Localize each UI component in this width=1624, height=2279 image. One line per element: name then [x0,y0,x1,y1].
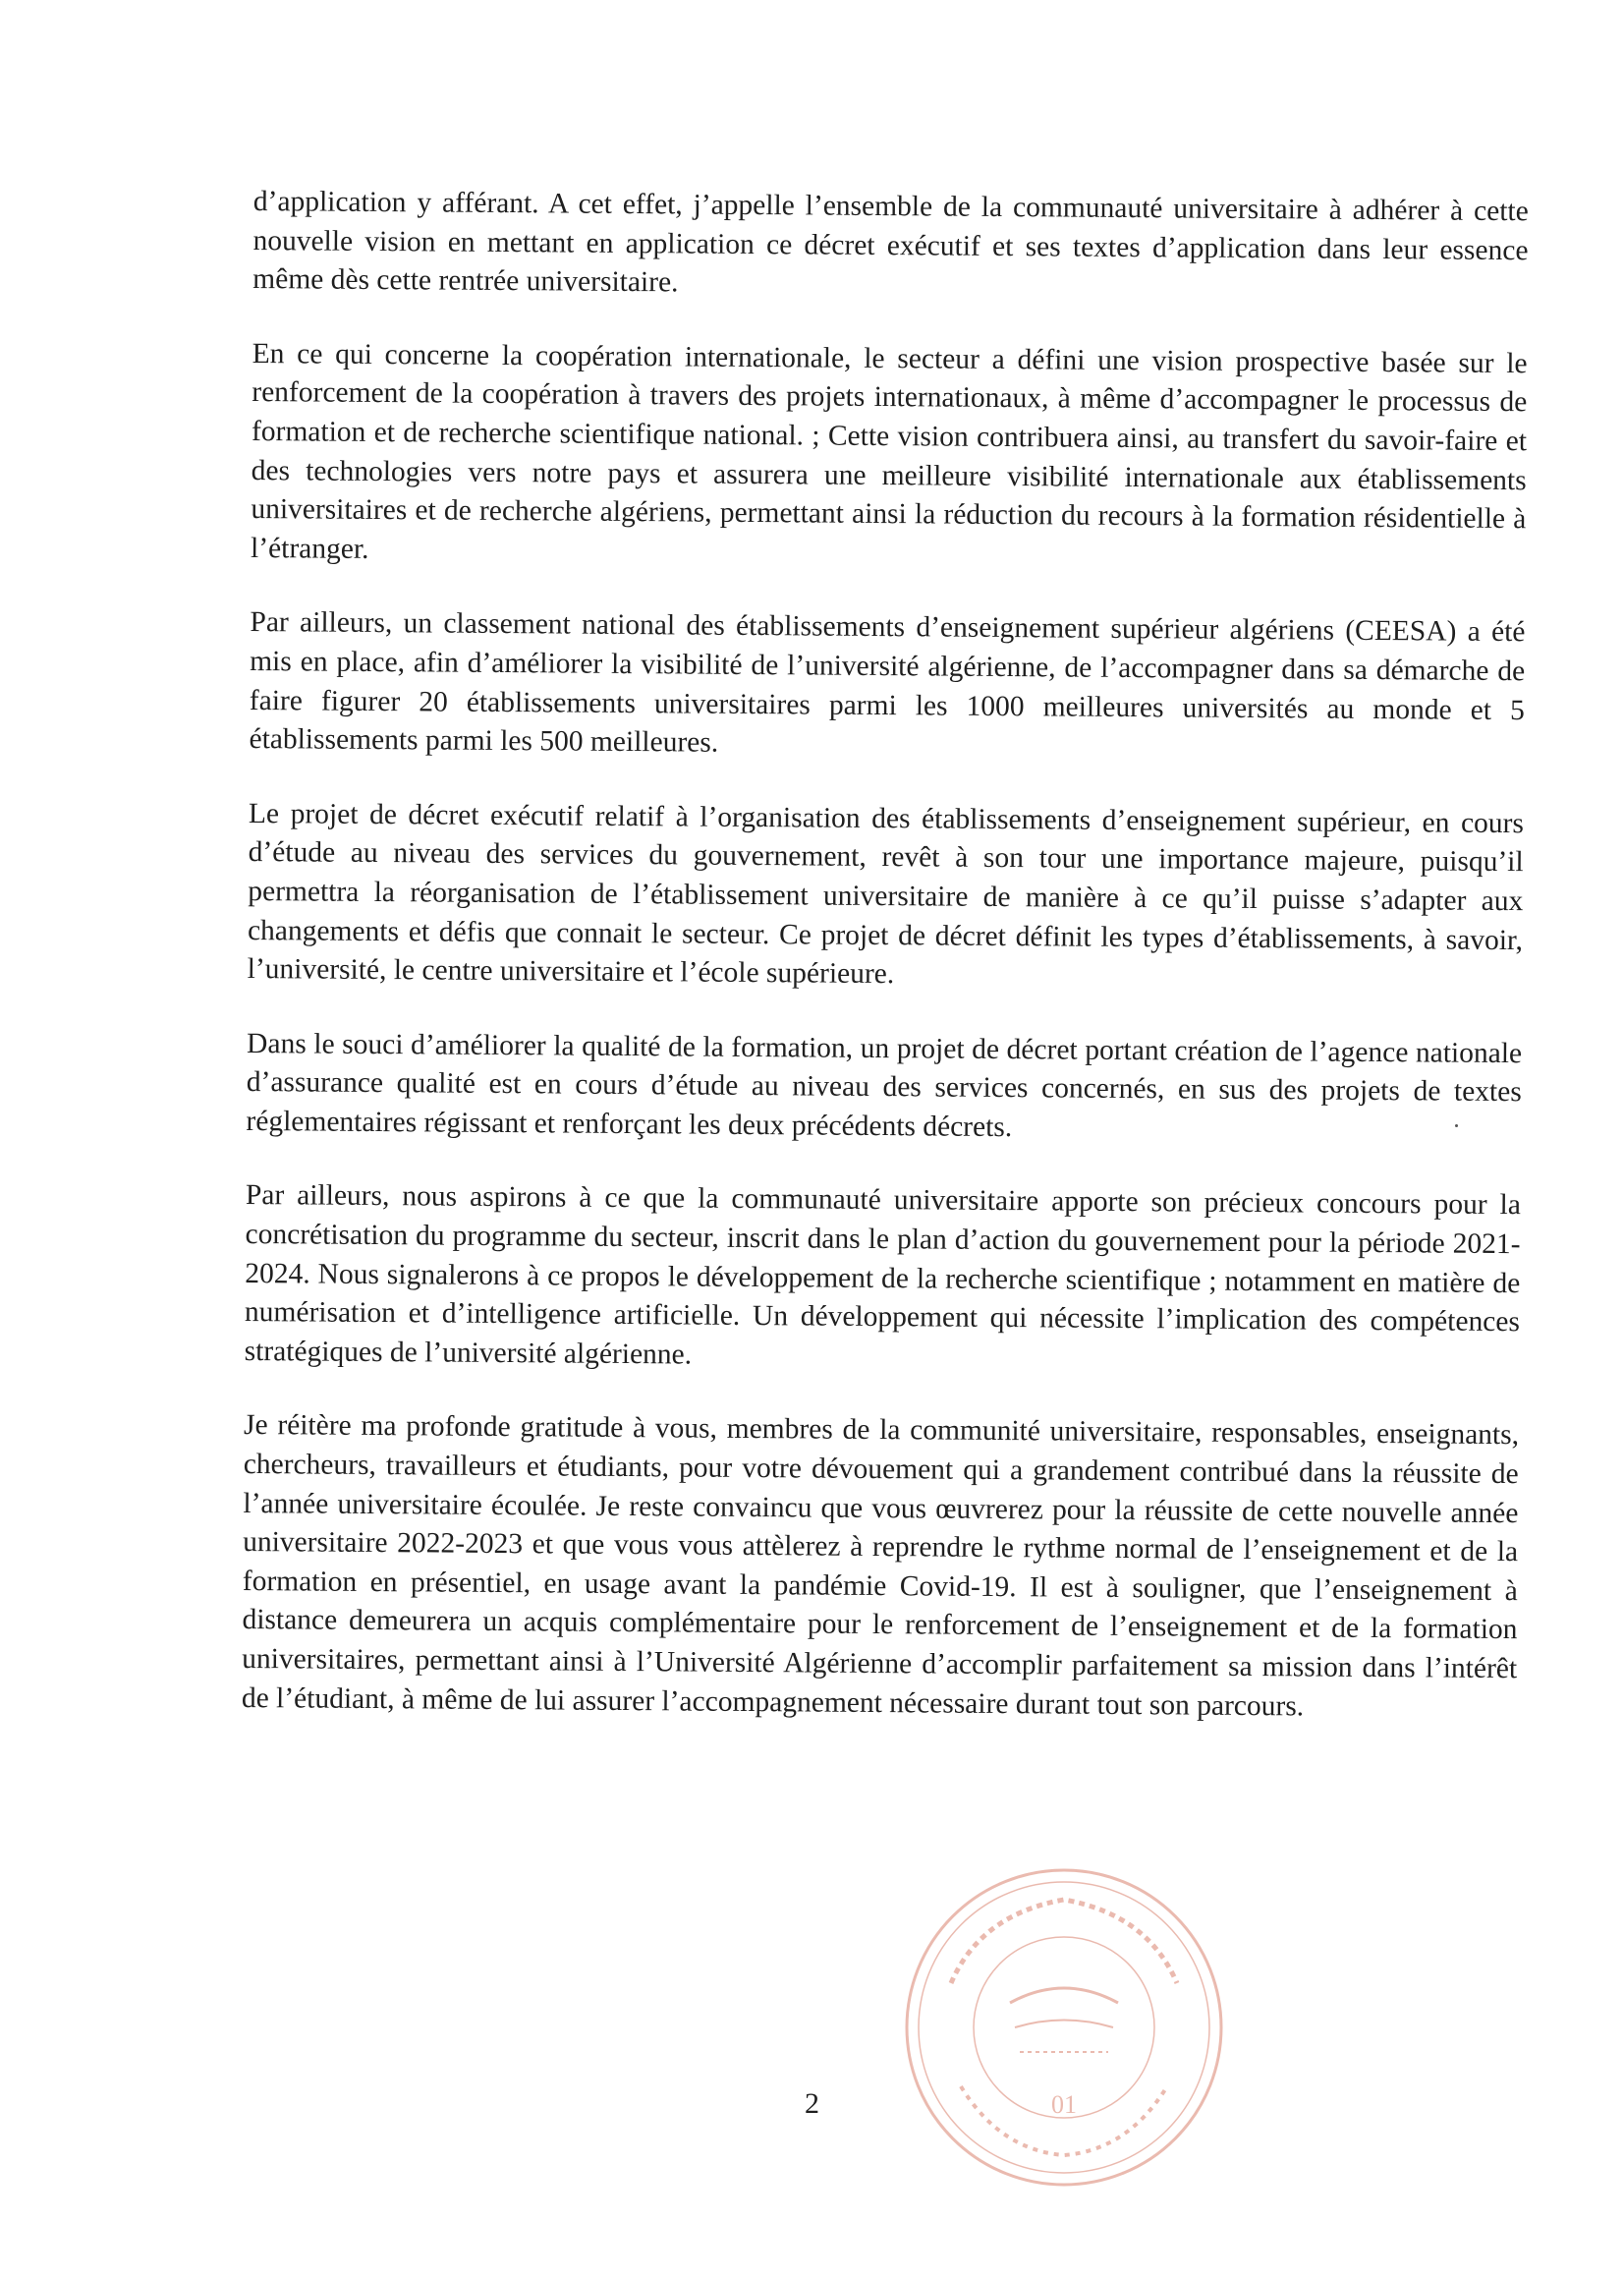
official-seal-stamp [892,1855,1236,2199]
paragraph-5: Dans le souci d’améliorer la qualité de la formation, un projet de décret portant création de l’agence nationale d’assurance qualité est en cours d’étude au niveau des services concernés, en sus des projets de textes réglementaires régissant et renforçant les deux précédents décrets. [246,1027,1523,1143]
scan-speck [1455,1124,1458,1127]
paragraph-3: Par ailleurs, un classement national des établissements d’enseignement supérieur algériens (CEESA) a été mis en place, afin d’améliorer la visibilité de l’université algérienne, de l’accompagner dans sa démarche de faire figurer 20 établissements universitaires parmi les 1000 meilleures universités au monde et 5 établissements parmi les 500 meilleures. [249,606,1526,759]
body-text [241,183,1529,1763]
stamp-number: 01 [1051,2090,1077,2119]
paragraph-1: d’application y afférant. A cet effet, j’appelle l’ensemble de la communauté universitaire à adhérer à cette nouvelle vision en mettant en application ce décret exécutif et ses textes d’application dans leur essence même dès cette rentrée universitaire. [252,185,1529,299]
paragraph-7: Je réitère ma profonde gratitude à vous, membres de la communité universitaire, responsables, enseignants, chercheurs, travailleurs et étudiants, pour votre dévouement qui a grandement contribué dans la réussite de l’année universitaire écoulée. Je reste convaincu que vous œuvrerez pour la réussite de cette nouvelle année universitaire 2022-2023 et que vous vous attèlerez à reprendre le rythme normal de l’enseignement et de la formation en présentiel, en usage avant la pandémie Covid-19. Il est à souligner, que l’enseignement à distance demeurera un acquis complémentaire pour le renforcement de l’enseignement et de la formation universitaires, permettant ainsi à l’Université Algérienne d’accomplir parfaitement sa mission dans l’intérêt de l’étudiant, à même de lui assurer l’accompagnement nécessaire durant tout son parcours. [241,1409,1520,1723]
page-number: 2 [805,2087,819,2120]
paragraph-2: En ce qui concerne la coopération internationale, le secteur a défini une vision prospective basée sur le renforcement de la coopération à travers des projets internationaux, à même d’accompagner le processus de formation et de recherche scientifique national. ; Cette vision contribuera ainsi, au transfert du savoir-faire et des technologies vers notre pays et assurera une meilleure visibilité internationale aux établissements universitaires et de recherche algériens, permettant ainsi la réduction du recours à la formation résidentielle à l’étranger. [250,337,1528,565]
paragraph-6: Par ailleurs, nous aspirons à ce que la communauté universitaire apporte son précieux concours pour la concrétisation du programme du secteur, inscrit dans le plan d’action du gouvernement pour la période 2021-2024. Nous signalerons à ce propos le développement de la recherche scientifique ; notamment en matière de numérisation et d’intelligence artificielle. Un développement qui nécessite l’implication des compétences stratégiques de l’université algérienne. [244,1179,1521,1371]
paragraph-4: Le projet de décret exécutif relatif à l’organisation des établissements d’enseignement supérieur, en cours d’étude au niveau des services du gouvernement, revêt à son tour une importance majeure, puisqu’il permettra la réorganisation de l’établissement universitaire de manière à ce qu’il puisse s’adapter aux changements et défis que connait le secteur. Ce projet de décret définit les types d’établissements, à savoir, l’université, le centre universitaire et l’école supérieure. [247,797,1525,991]
